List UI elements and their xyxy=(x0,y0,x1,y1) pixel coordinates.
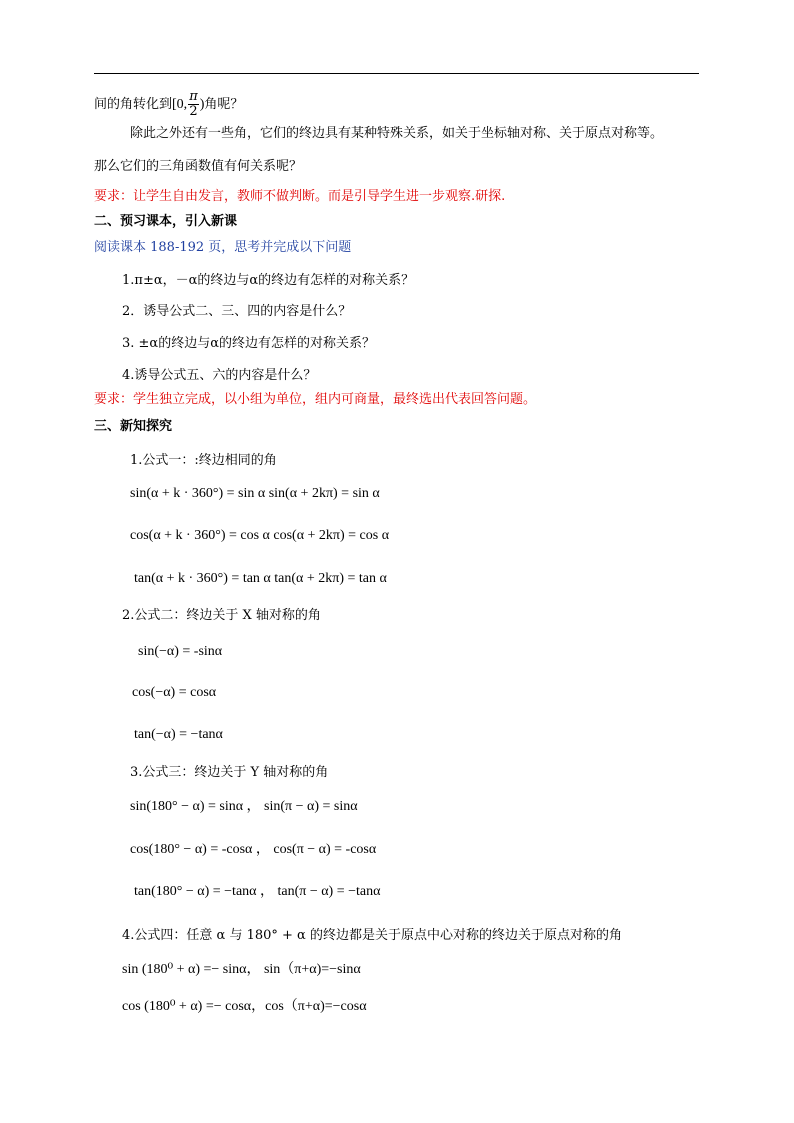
question-3: 3. ±α的终边与α的终边有怎样的对称关系？ xyxy=(122,336,375,351)
formula-2-cos: cos(−α) = cosα xyxy=(132,685,217,700)
fraction-denominator: 2 xyxy=(189,104,198,119)
formula-4-title: 4.公式四：任意 α 与 180° + α 的终边都是关于原点中心对称的终边关于原点对称的角 xyxy=(122,928,622,943)
formula-3-cos: cos(180° − α) = -cosα ， cos(π − α) = -cosα xyxy=(130,842,377,857)
formula-2-sin: sin(−α) = -sinα xyxy=(138,644,223,659)
intro-line-1-prefix: 间的角转化到 xyxy=(94,97,173,112)
interval-close: ) xyxy=(199,97,205,112)
header-rule xyxy=(94,73,699,74)
pi-over-2-fraction xyxy=(188,90,199,119)
intro-paragraph-1: 除此之外还有一些角，它们的终边具有某种特殊关系，如关于坐标轴对称、关于原点对称等。 xyxy=(130,126,664,141)
intro-line-1 xyxy=(94,90,243,119)
formula-3-title: 3.公式三：终边关于 Y 轴对称的角 xyxy=(130,765,329,780)
requirement-2: 要求：学生独立完成，以小组为单位，组内可商量，最终选出代表回答问题。 xyxy=(94,392,537,407)
formula-4-cos: cos (180⁰ + α) =− cosα，cos（π+α)=−cosα xyxy=(122,999,367,1014)
formula-1-sin: sin(α + k · 360°) = sin α sin(α + 2kπ) = sin α xyxy=(130,486,380,501)
interval-open: [0, xyxy=(172,97,188,112)
section-3-heading: 三、新知探究 xyxy=(94,419,173,434)
formula-3-sin: sin(180° − α) = sinα ， sin(π − α) = sinα xyxy=(130,799,358,814)
formula-1-tan: tan(α + k · 360°) = tan α tan(α + 2kπ) = tan α xyxy=(134,571,387,586)
question-2: 2．诱导公式二、三、四的内容是什么？ xyxy=(122,304,352,319)
formula-1-cos: cos(α + k · 360°) = cos α cos(α + 2kπ) = cos α xyxy=(130,528,390,543)
formula-4-sin: sin (180⁰ + α) =− sinα， sin（π+α)=−sinα xyxy=(122,962,361,977)
intro-line-1-suffix: 角呢？ xyxy=(204,97,244,112)
reading-instruction: 阅读课本 188-192 页，思考并完成以下问题 xyxy=(94,240,352,255)
formula-1-title: 1.公式一：:终边相同的角 xyxy=(130,453,277,468)
section-2-heading: 二、预习课本，引入新课 xyxy=(94,214,238,229)
question-4: 4.诱导公式五、六的内容是什么？ xyxy=(122,368,317,383)
formula-3-tan: tan(180° − α) = −tanα ， tan(π − α) = −tanα xyxy=(134,884,381,899)
formula-2-title: 2.公式二：终边关于 X 轴对称的角 xyxy=(122,608,321,623)
fraction-numerator: π xyxy=(189,89,198,104)
intro-paragraph-2: 那么它们的三角函数值有何关系呢？ xyxy=(94,159,303,174)
question-1: 1.π±α，－α的终边与α的终边有怎样的对称关系？ xyxy=(122,273,415,288)
formula-2-tan: tan(−α) = −tanα xyxy=(134,727,223,742)
requirement-1: 要求：让学生自由发言，教师不做判断。而是引导学生进一步观察.研探. xyxy=(94,189,506,204)
